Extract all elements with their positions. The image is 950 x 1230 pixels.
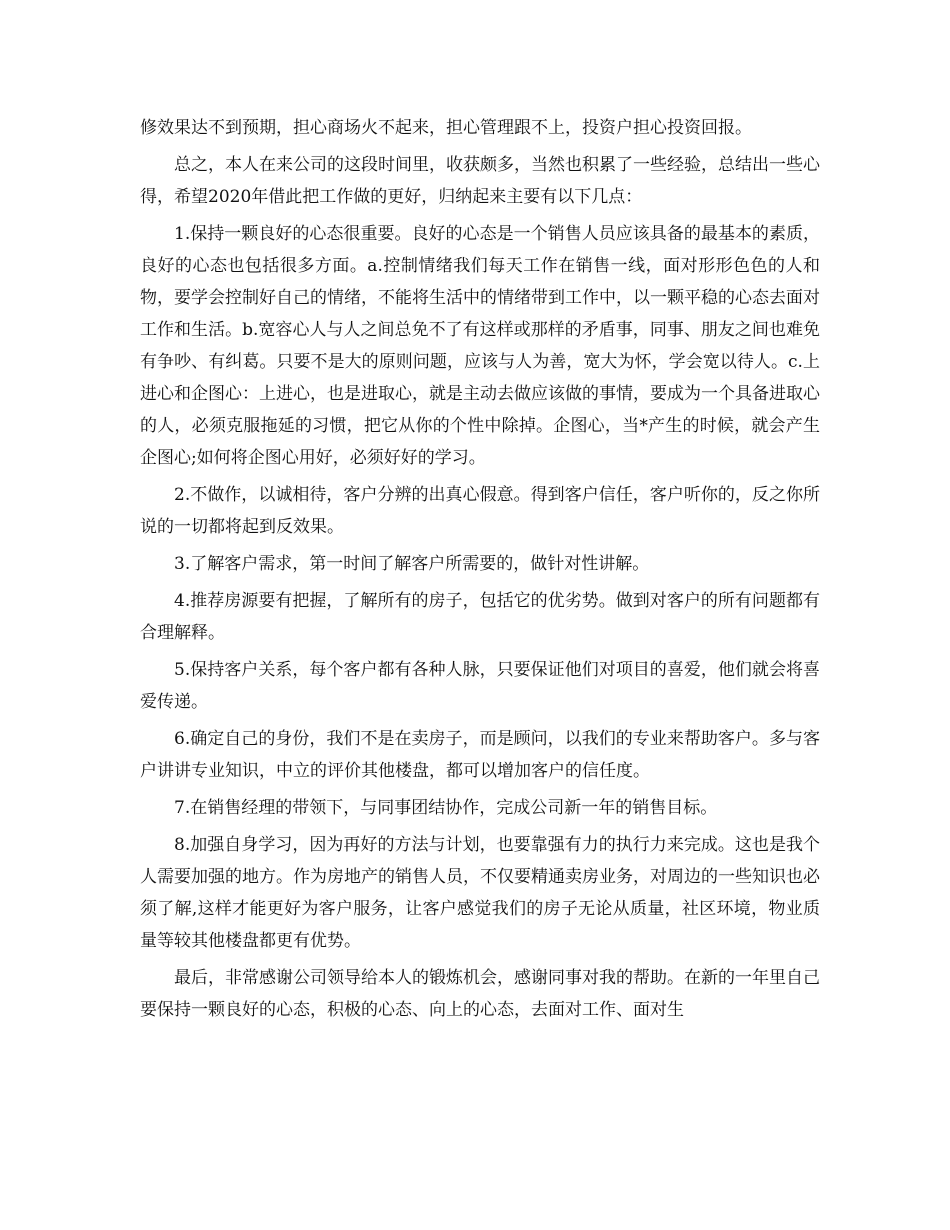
paragraph-4: 2.不做作，以诚相待，客户分辨的出真心假意。得到客户信任，客户听你的，反之你所说的一切都将起到反效果。 (140, 485, 820, 537)
paragraph-8: 6.确定自己的身份，我们不是在卖房子，而是顾问，以我们的专业来帮助客户。多与客户讲讲专业知识，中立的评价其他楼盘，都可以增加客户的信任度。 (140, 729, 820, 781)
paragraph-6: 4.推荐房源要有把握，了解所有的房子，包括它的优劣势。做到对客户的所有问题都有合理解释。 (140, 591, 820, 643)
document-page (140, 112, 820, 1031)
paragraph-7: 5.保持客户关系，每个客户都有各种人脉，只要保证他们对项目的喜爱，他们就会将喜爱传递。 (140, 660, 820, 712)
paragraph-10: 8.加强自身学习，因为再好的方法与计划，也要靠强有力的执行力来完成。这也是我个人需要加强的地方。作为房地产的销售人员，不仅要精通卖房业务，对周边的一些知识也必须了解,这样才能更好为客户服务，让客户感觉我们的房子无论从质量，社区环境，物业质量等较其他楼盘都更有优势。 (140, 835, 820, 951)
paragraph-3: 1.保持一颗良好的心态很重要。良好的心态是一个销售人员应该具备的最基本的素质，良好的心态也包括很多方面。a.控制情绪我们每天工作在销售一线，面对形形色色的人和物，要学会控制好自己的情绪，不能将生活中的情绪带到工作中，以一颗平稳的心态去面对工作和生活。b.宽容心人与人之间总免不了有这样或那样的矛盾事，同事、朋友之间也难免有争吵、有纠葛。只要不是大的原则问题，应该与人为善，宽大为怀，学会宽以待人。c.上进心和企图心：上进心，也是进取心，就是主动去做应该做的事情，要成为一个具备进取心的人，必须克服拖延的习惯，把它从你的个性中除掉。企图心，当*产生的时候，就会产生企图心;如何将企图心用好，必须好好的学习。 (140, 224, 820, 468)
paragraph-11: 最后，非常感谢公司领导给本人的锻炼机会，感谢同事对我的帮助。在新的一年里自己要保持一颗良好的心态，积极的心态、向上的心态，去面对工作、面对生 (140, 968, 820, 1020)
paragraph-5: 3.了解客户需求，第一时间了解客户所需要的，做针对性讲解。 (174, 554, 650, 574)
paragraph-9: 7.在销售经理的带领下，与同事团结协作，完成公司新一年的销售目标。 (174, 798, 718, 818)
paragraph-1: 修效果达不到预期，担心商场火不起来，担心管理跟不上，投资户担心投资回报。 (140, 118, 752, 138)
paragraph-2: 总之，本人在来公司的这段时间里，收获颇多，当然也积累了一些经验，总结出一些心得，希望2020年借此把工作做的更好，归纳起来主要有以下几点： (140, 155, 820, 207)
